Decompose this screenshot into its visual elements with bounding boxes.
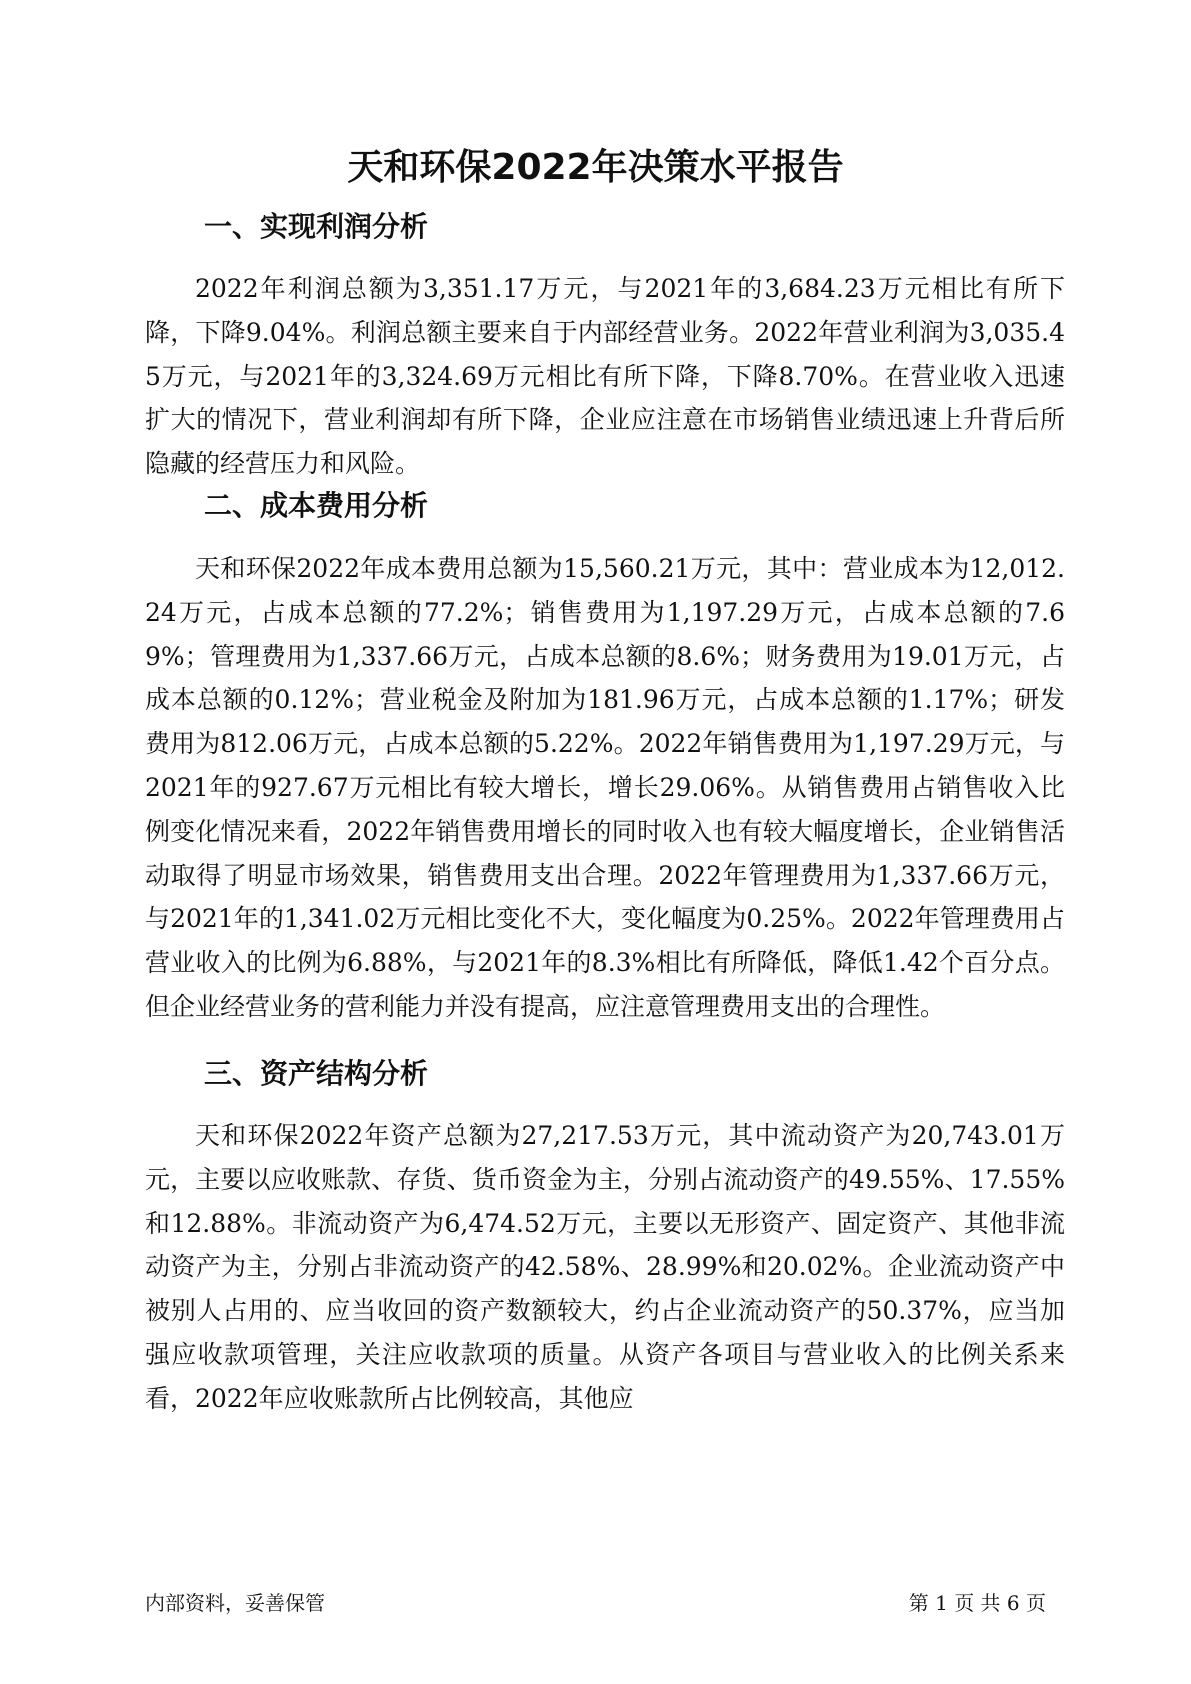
section-paragraph-profit: 2022年利润总额为3,351.17万元，与2021年的3,684.23万元相比有所下降，下降9.04%。利润总额主要来自于内部经营业务。2022年营业利润为3,035.45万元，与2021年的3,324.69万元相比有所下降，下降8.70%。在营业收入迅速扩大的情况下，营业利润却有所下降，企业应注意在市场销售业绩迅速上升背后所隐藏的经营压力和风险。	[145, 274, 1065, 479]
footer-page-number: 第 1 页 共 6 页	[908, 1591, 1046, 1615]
section-heading-assets: 三、资产结构分析	[204, 1057, 429, 1090]
document-title: 天和环保2022年决策水平报告	[347, 147, 844, 188]
section-heading-cost: 二、成本费用分析	[204, 489, 429, 522]
section-paragraph-cost: 天和环保2022年成本费用总额为15,560.21万元，其中：营业成本为12,012.24万元，占成本总额的77.2%；销售费用为1,197.29万元，占成本总额的7.69%；管理费用为1,337.66万元，占成本总额的8.6%；财务费用为19.01万元，占成本总额的0.12%；营业税金及附加为181.96万元，占成本总额的1.17%；研发费用为812.06万元，占成本总额的5.22%。2022年销售费用为1,197.29万元，与2021年的927.67万元相比有较大增长，增长29.06%。从销售费用占销售收入比例变化情况来看，2022年销售费用增长的同时收入也有较大幅度增长，企业销售活动取得了明显市场效果，销售费用支出合理。2022年管理费用为1,337.66万元，与2021年的1,341.02万元相比变化不大，变化幅度为0.25%。2022年管理费用占营业收入的比例为6.88%，与2021年的8.3%相比有所降低，降低1.42个百分点。但企业经营业务的营利能力并没有提高，应注意管理费用支出的合理性。	[145, 554, 1065, 1021]
section-paragraph-assets: 天和环保2022年资产总额为27,217.53万元，其中流动资产为20,743.01万元，主要以应收账款、存货、货币资金为主，分别占流动资产的49.55%、17.55%和12.88%。非流动资产为6,474.52万元，主要以无形资产、固定资产、其他非流动资产为主，分别占非流动资产的42.58%、28.99%和20.02%。企业流动资产中被别人占用的、应当收回的资产数额较大，约占企业流动资产的50.37%，应当加强应收款项管理，关注应收款项的质量。从资产各项目与营业收入的比例关系来看，2022年应收账款所占比例较高，其他应	[145, 1121, 1065, 1413]
footer-confidential-note: 内部资料，妥善保管	[145, 1591, 325, 1615]
section-heading-profit: 一、实现利润分析	[204, 210, 429, 243]
